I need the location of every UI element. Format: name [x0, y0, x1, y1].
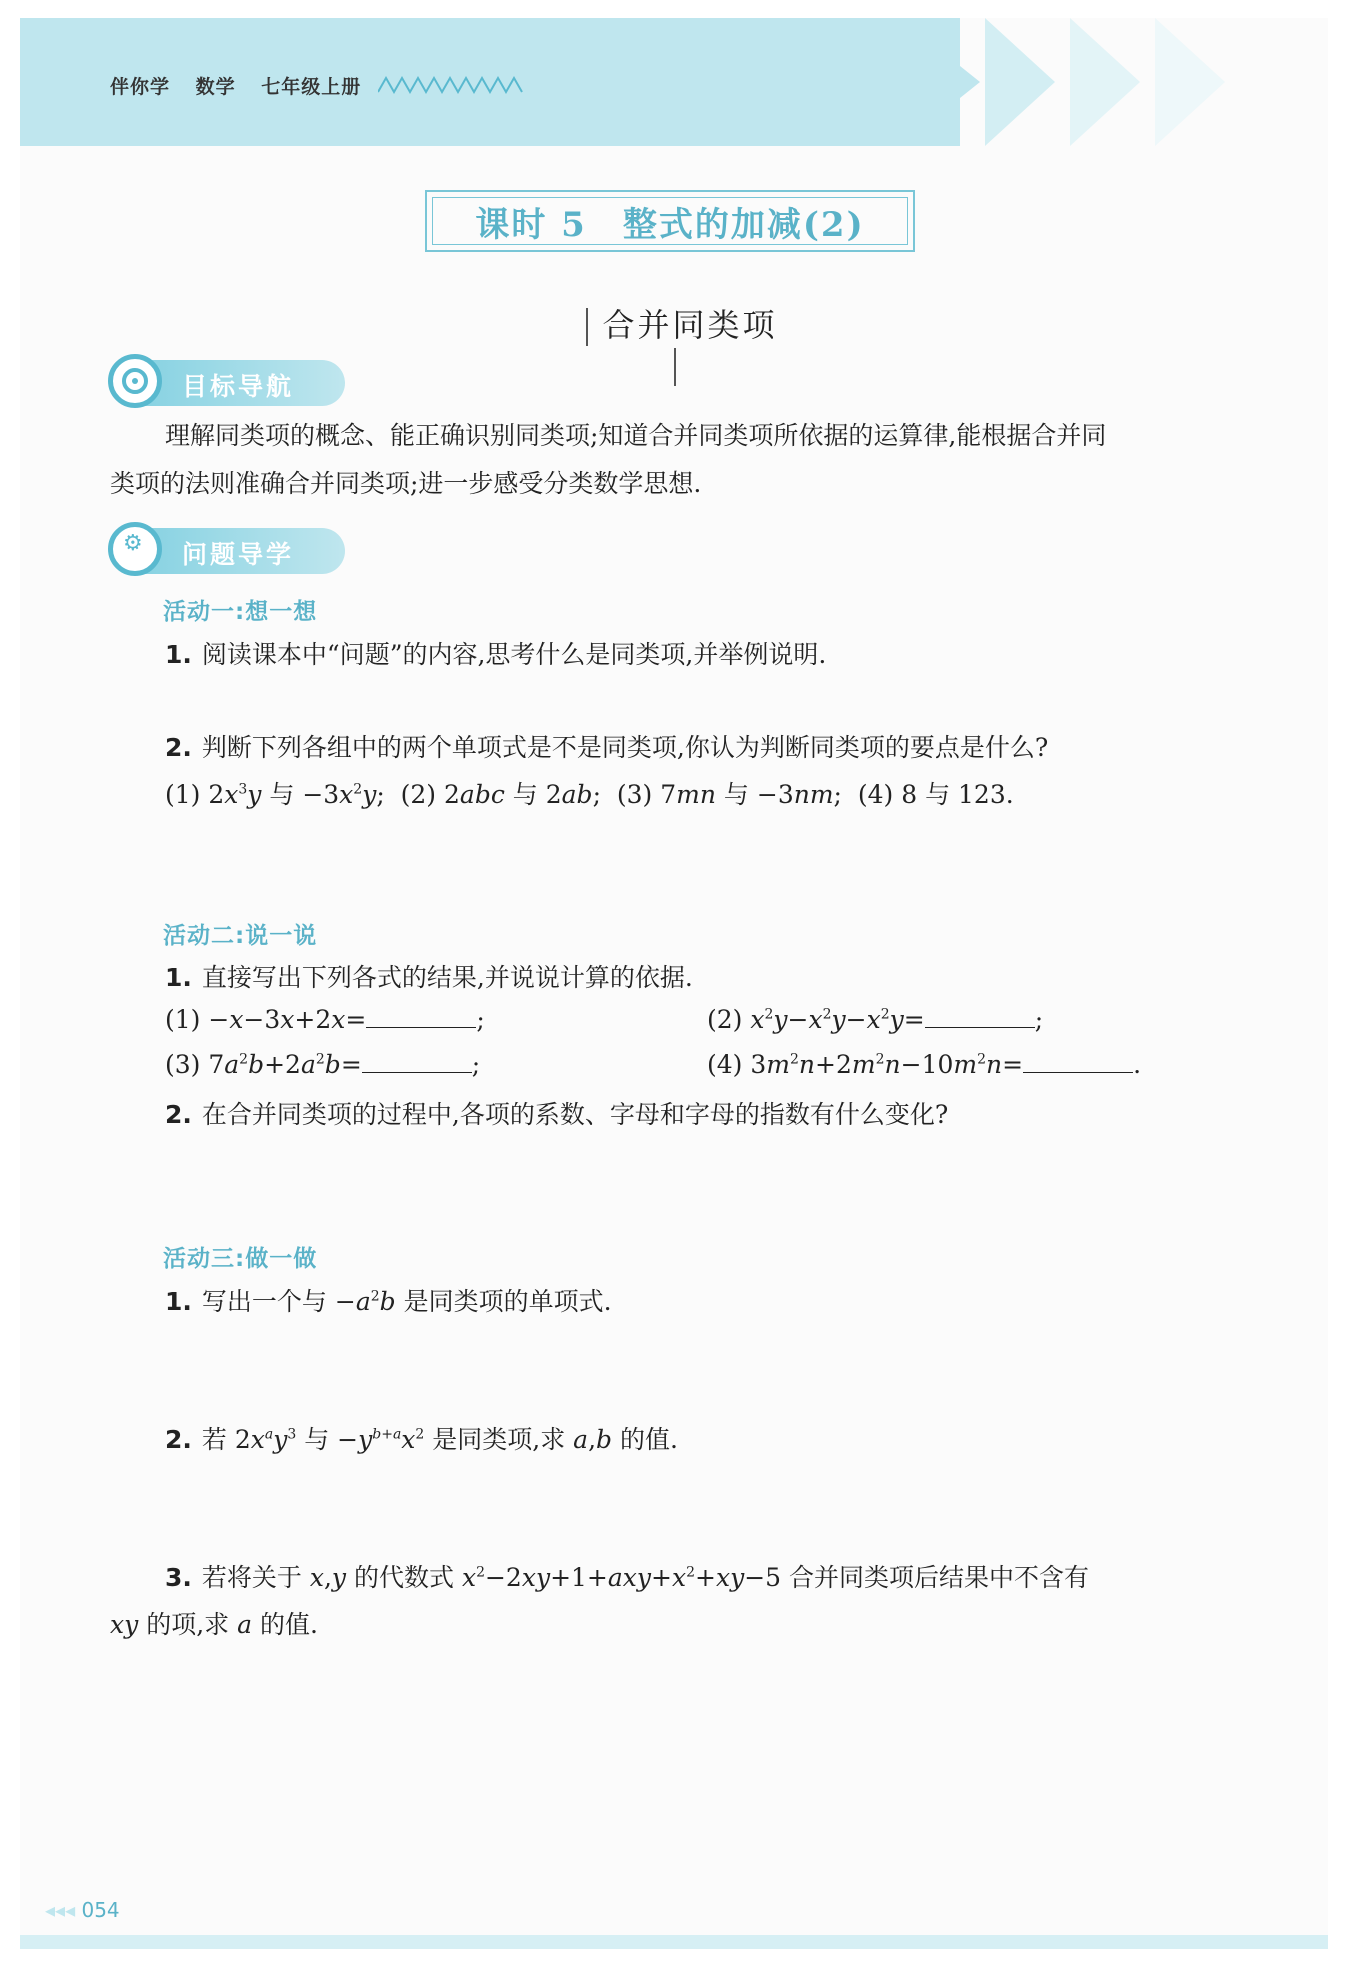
section-title-text: 合并同类项 — [602, 306, 778, 344]
head-gear-icon — [108, 522, 162, 576]
activity2-item3: (3) $7a^2b+2a^2b=$ ; — [165, 1050, 481, 1079]
lesson-title-box — [425, 190, 915, 252]
question-text: 的项,求 — [146, 1610, 230, 1639]
header-text — [110, 72, 379, 99]
subject-name: 数学 — [195, 76, 236, 98]
goals-label: 目标导航 — [182, 372, 295, 401]
answer-blank[interactable] — [362, 1052, 472, 1073]
grade-name: 七年级上册 — [261, 76, 362, 98]
question-text: 阅读课本中“问题”的内容,思考什么是同类项,并举例说明. — [201, 640, 827, 669]
goals-pill — [110, 360, 345, 406]
question-text: 直接写出下列各式的结果,并说说计算的依据. — [201, 963, 693, 992]
activity1-q2 — [165, 728, 1048, 764]
activity2-item1: (1) −x−3x+2x= ; — [165, 1005, 485, 1034]
target-icon — [108, 354, 162, 408]
answer-blank[interactable] — [366, 1007, 476, 1028]
chevron-decoration — [1070, 18, 1140, 146]
book-name: 伴你学 — [110, 76, 171, 98]
goals-text-line2: 类项的法则准确合并同类项;进一步感受分类数学思想. — [110, 469, 702, 498]
section-title — [560, 300, 790, 386]
guide-pill — [110, 528, 345, 574]
question-text: 判断下列各组中的两个单项式是不是同类项,你认为判断同类项的要点是什么? — [201, 733, 1049, 762]
chevron-decoration — [985, 18, 1055, 146]
activity1-q1 — [165, 635, 826, 671]
answer-blank[interactable] — [1023, 1052, 1133, 1073]
activity2-q2 — [165, 1095, 948, 1131]
question-number: 1. — [165, 963, 192, 992]
question-number: 2. — [165, 1425, 192, 1454]
activity3-q2: 2. 若 $2x^ay^3$ 与 $-y^{b+a}x^2$ 是同类项,求 a,b 的值. — [165, 1425, 678, 1454]
activity2-item4: (4) $3m^2n+2m^2n-10m^2n=$ . — [707, 1050, 1142, 1079]
activity1-q2-items: (1) $2x^3y$ 与 $-3x^2y$; (2) 2abc 与 2ab; (3) 7mn 与 −3nm; (4) 8 与 123. — [165, 780, 1014, 809]
arrow-icon: ◂◂◂ — [45, 1898, 76, 1922]
activity2-item2: (2) $x^2y-x^2y-x^2y=$ ; — [707, 1005, 1044, 1034]
goals-text-line1: 理解同类项的概念、能正确识别同类项;知道合并同类项所依据的运算律,能根据合并同 — [165, 421, 1107, 450]
activity2-title: 活动二:说一说 — [163, 923, 318, 949]
header-arrow — [900, 18, 980, 146]
question-number: 2. — [165, 733, 192, 762]
chevron-decoration — [1155, 18, 1225, 146]
activity1-title: 活动一:想一想 — [163, 599, 318, 625]
guide-label: 问题导学 — [182, 540, 295, 569]
question-number: 1. — [165, 1287, 192, 1316]
activity3-q1: 1. 写出一个与 $-a^2b$ 是同类项的单项式. — [165, 1287, 612, 1316]
question-number: 2. — [165, 1100, 192, 1129]
footer-band — [20, 1935, 1328, 1949]
lesson-title: 课时 5 整式的加减(2) — [432, 197, 908, 245]
page-number-text: 054 — [81, 1898, 120, 1922]
activity3-q3-line2: xy 的项,求 a 的值. — [110, 1610, 318, 1639]
activity3-title: 活动三:做一做 — [163, 1246, 318, 1272]
zigzag-decoration — [378, 74, 523, 94]
activity3-q3: 3. 若将关于 x,y 的代数式 $x^2-2xy+1+axy+x^2+xy-5$ 合并同类项后结果中不含有 — [165, 1563, 1090, 1592]
question-number: 1. — [165, 640, 192, 669]
page-number — [45, 1898, 120, 1922]
answer-blank[interactable] — [925, 1007, 1035, 1028]
question-text: 在合并同类项的过程中,各项的系数、字母和字母的指数有什么变化? — [201, 1100, 949, 1129]
activity2-q1 — [165, 958, 693, 994]
question-number: 3. — [165, 1563, 192, 1592]
